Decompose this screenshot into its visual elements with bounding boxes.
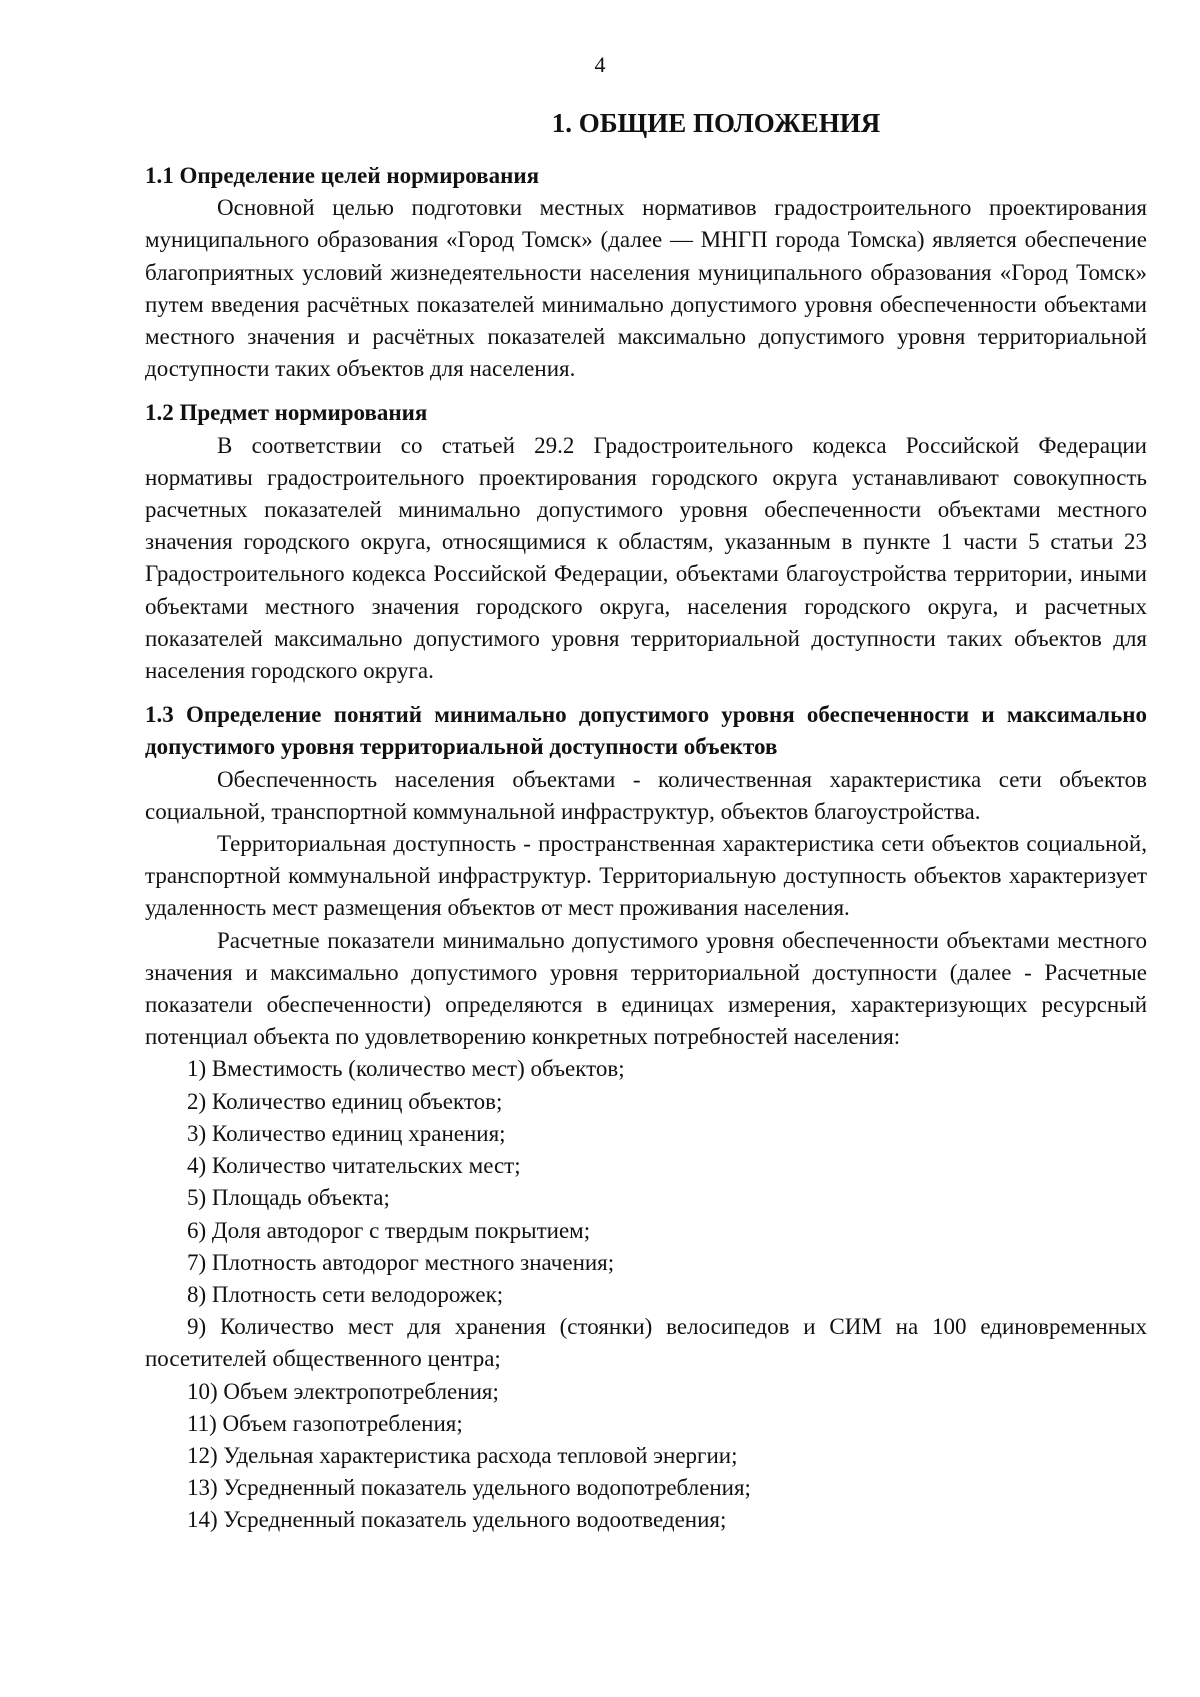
- list-item: 3) Количество единиц хранения;: [187, 1120, 506, 1146]
- section-heading: 1.2 Предмет нормирования: [145, 400, 428, 426]
- paragraph: Территориальная доступность - пространственная характеристика сети объектов социальной, транспортной коммунальной инфраструктур. Территориальную доступность объектов характеризует удаленность мест размещения объектов от мест проживания населения.: [145, 831, 1147, 921]
- list-item: 10) Объем электропотребления;: [187, 1378, 499, 1404]
- list-item: 5) Площадь объекта;: [187, 1185, 390, 1211]
- list-item: 14) Усредненный показатель удельного водоотведения;: [187, 1507, 727, 1533]
- list-item: 6) Доля автодорог с твердым покрытием;: [187, 1217, 591, 1243]
- document-body: [145, 106, 1147, 1537]
- section-1-3: [145, 699, 1147, 1536]
- list-item: 12) Удельная характеристика расхода тепловой энергии;: [187, 1442, 738, 1468]
- list-item: 7) Плотность автодорог местного значения;: [187, 1249, 615, 1275]
- section-heading: 1.1 Определение целей нормирования: [145, 163, 540, 188]
- list-item: 11) Объем газопотребления;: [187, 1410, 463, 1436]
- section-1-2: [145, 397, 1147, 687]
- document-title: 1. ОБЩИЕ ПОЛОЖЕНИЯ: [551, 108, 881, 138]
- indicator-list: [145, 1053, 1147, 1536]
- paragraph: Основной целью подготовки местных нормативов градостроительного проектирования муниципального образования «Город Томск» (далее — МНГП города Томска) является обеспечение благоприятных условий жизнедеятельности населения муниципального образования «Город Томск» путем введения расчётных показателей минимально допустимого уровня обеспеченности объектами местного значения и расчётных показателей максимально допустимого уровня территориальной доступности таких объектов для населения.: [145, 195, 1147, 382]
- paragraph: Расчетные показатели минимально допустимого уровня обеспеченности объектами местного значения и максимально допустимого уровня территориальной доступности (далее - Расчетные показатели обеспеченности) определяются в единицах измерения, характеризующих ресурсный потенциал объекта по удовлетворению конкретных потребностей населения:: [145, 927, 1147, 1050]
- list-item: 13) Усредненный показатель удельного водопотребления;: [187, 1475, 751, 1501]
- list-item: 9) Количество мест для хранения (стоянки) велосипедов и СИМ на 100 единовременных посетителей общественного центра;: [145, 1314, 1147, 1372]
- list-item: 8) Плотность сети велодорожек;: [187, 1281, 504, 1307]
- list-item: 1) Вместимость (количество мест) объектов;: [187, 1056, 625, 1082]
- list-item: 2) Количество единиц объектов;: [187, 1088, 503, 1114]
- page-number: 4: [594, 52, 606, 77]
- paragraph: В соответствии со статьей 29.2 Градостроительного кодекса Российской Федерации нормативы градостроительного проектирования городского округа устанавливают совокупность расчетных показателей минимально допустимого уровня обеспеченности объектами местного значения городского округа, относящимися к областям, указанным в пункте 1 части 5 статьи 23 Градостроительного кодекса Российской Федерации, объектами благоустройства территории, иными объектами местного значения городского округа, населения городского округа, и расчетных показателей максимально допустимого уровня территориальной доступности таких объектов для населения городского округа.: [145, 432, 1147, 684]
- list-item: 4) Количество читательских мест;: [187, 1153, 521, 1179]
- section-heading: 1.3 Определение понятий минимально допустимого уровня обеспеченности и максимально допустимого уровня территориальной доступности объектов: [145, 702, 1147, 760]
- section-1-1: [145, 160, 1147, 385]
- paragraph: Обеспеченность населения объектами - количественная характеристика сети объектов социальной, транспортной коммунальной инфраструктур, объектов благоустройства.: [145, 766, 1147, 824]
